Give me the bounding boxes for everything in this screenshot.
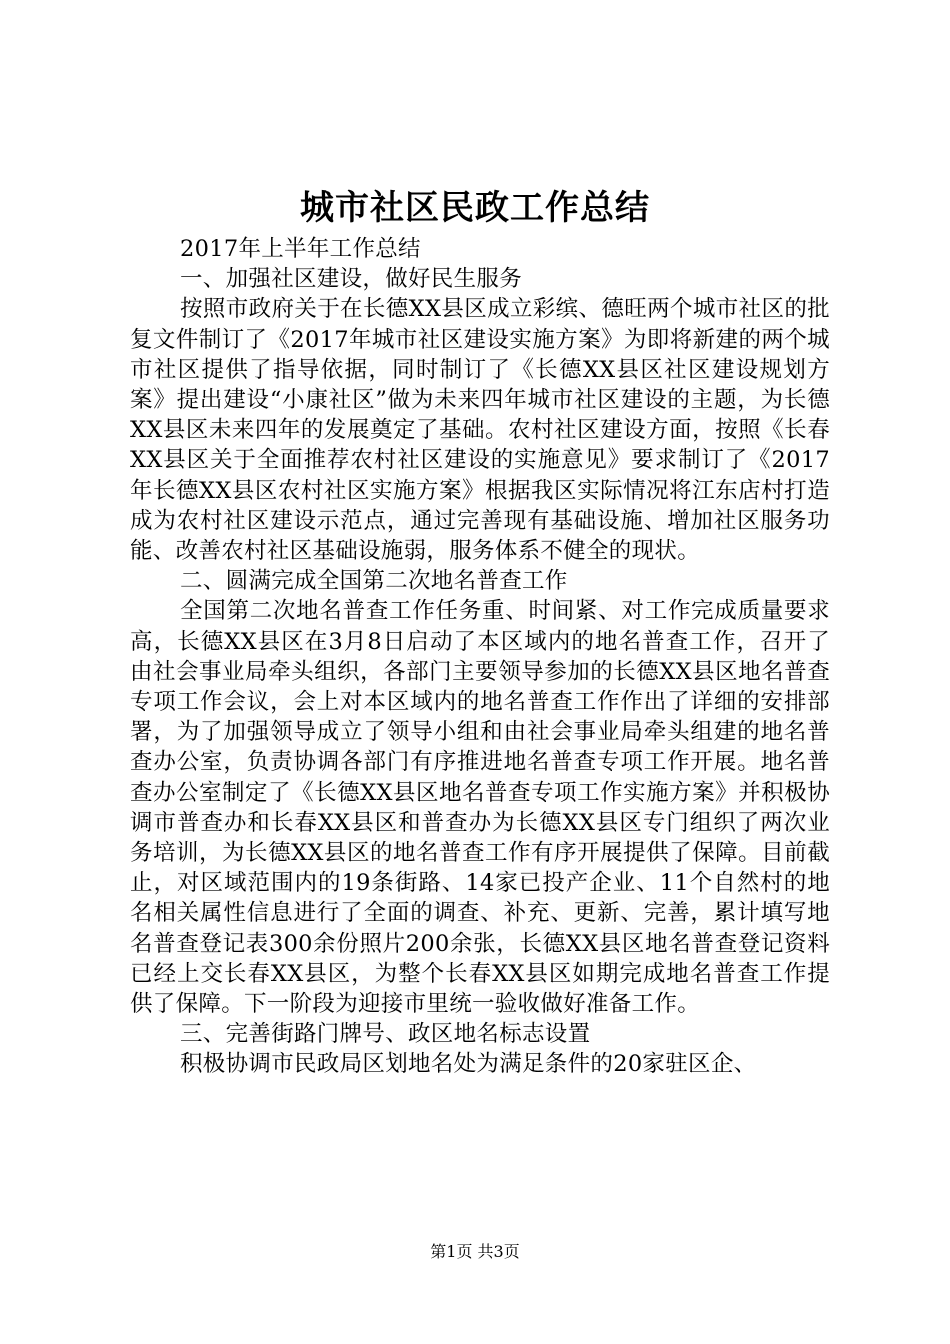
section-heading-2: 二、圆满完成全国第二次地名普查工作 <box>180 568 568 595</box>
document-body <box>130 234 830 1080</box>
body-paragraph: 按照市政府关于在长德XX县区成立彩缤、德旺两个城市社区的批复文件制订了《2017年城市社区建设实施方案》为即将新建的两个城市社区提供了指导依据，同时制订了《长德XX县区社区建设规划方案》提出建设“小康社区”做为未来四年城市社区建设的主题，为长德XX县区未来四年的发展奠定了基础。农村社区建设方面，按照《长春XX县区关于全面推荐农村社区建设的实施意见》要求制订了《2017年长德XX县区农村社区实施方案》根据我区实际情况将江东店村打造成为农村社区建设示范点，通过完善现有基础设施、增加社区服务功能、改善农村社区基础设施弱，服务体系不健全的现状。 <box>130 296 830 565</box>
section-heading-1: 一、加强社区建设，做好民生服务 <box>180 266 523 293</box>
subtitle-paragraph: 2017年上半年工作总结 <box>180 236 421 262</box>
body-paragraph: 全国第二次地名普查工作任务重、时间紧、对工作完成质量要求高，长德XX县区在3月8日启动了本区域内的地名普查工作，召开了由社会事业局牵头组织，各部门主要领导参加的长德XX县区地名普查专项工作会议，会上对本区域内的地名普查工作作出了详细的安排部署，为了加强领导成立了领导小组和由社会事业局牵头组建的地名普查办公室，负责协调各部门有序推进地名普查专项工作开展。地名普查办公室制定了《长德XX县区地名普查专项工作实施方案》并积极协调市普查办和长春XX县区和普查办为长德XX县区专门组织了两次业务培训，为长德XX县区的地名普查工作有序开展提供了保障。目前截止，对区域范围内的19条街路、14家已投产企业、11个自然村的地名相关属性信息进行了全面的调查、补充、更新、完善，累计填写地名普查登记表300余份照片200余张，长德XX县区地名普查登记资料已经上交长春XX县区，为整个长春XX县区如期完成地名普查工作提供了保障。下一阶段为迎接市里统一验收做好准备工作。 <box>130 598 830 1018</box>
document-title: 城市社区民政工作总结 <box>300 188 650 228</box>
section-heading-3: 三、完善街路门牌号、政区地名标志设置 <box>180 1021 591 1048</box>
body-paragraph: 积极协调市民政局区划地名处为满足条件的20家驻区企、 <box>180 1051 757 1078</box>
page-number-footer: 第1页 共3页 <box>430 1242 520 1261</box>
